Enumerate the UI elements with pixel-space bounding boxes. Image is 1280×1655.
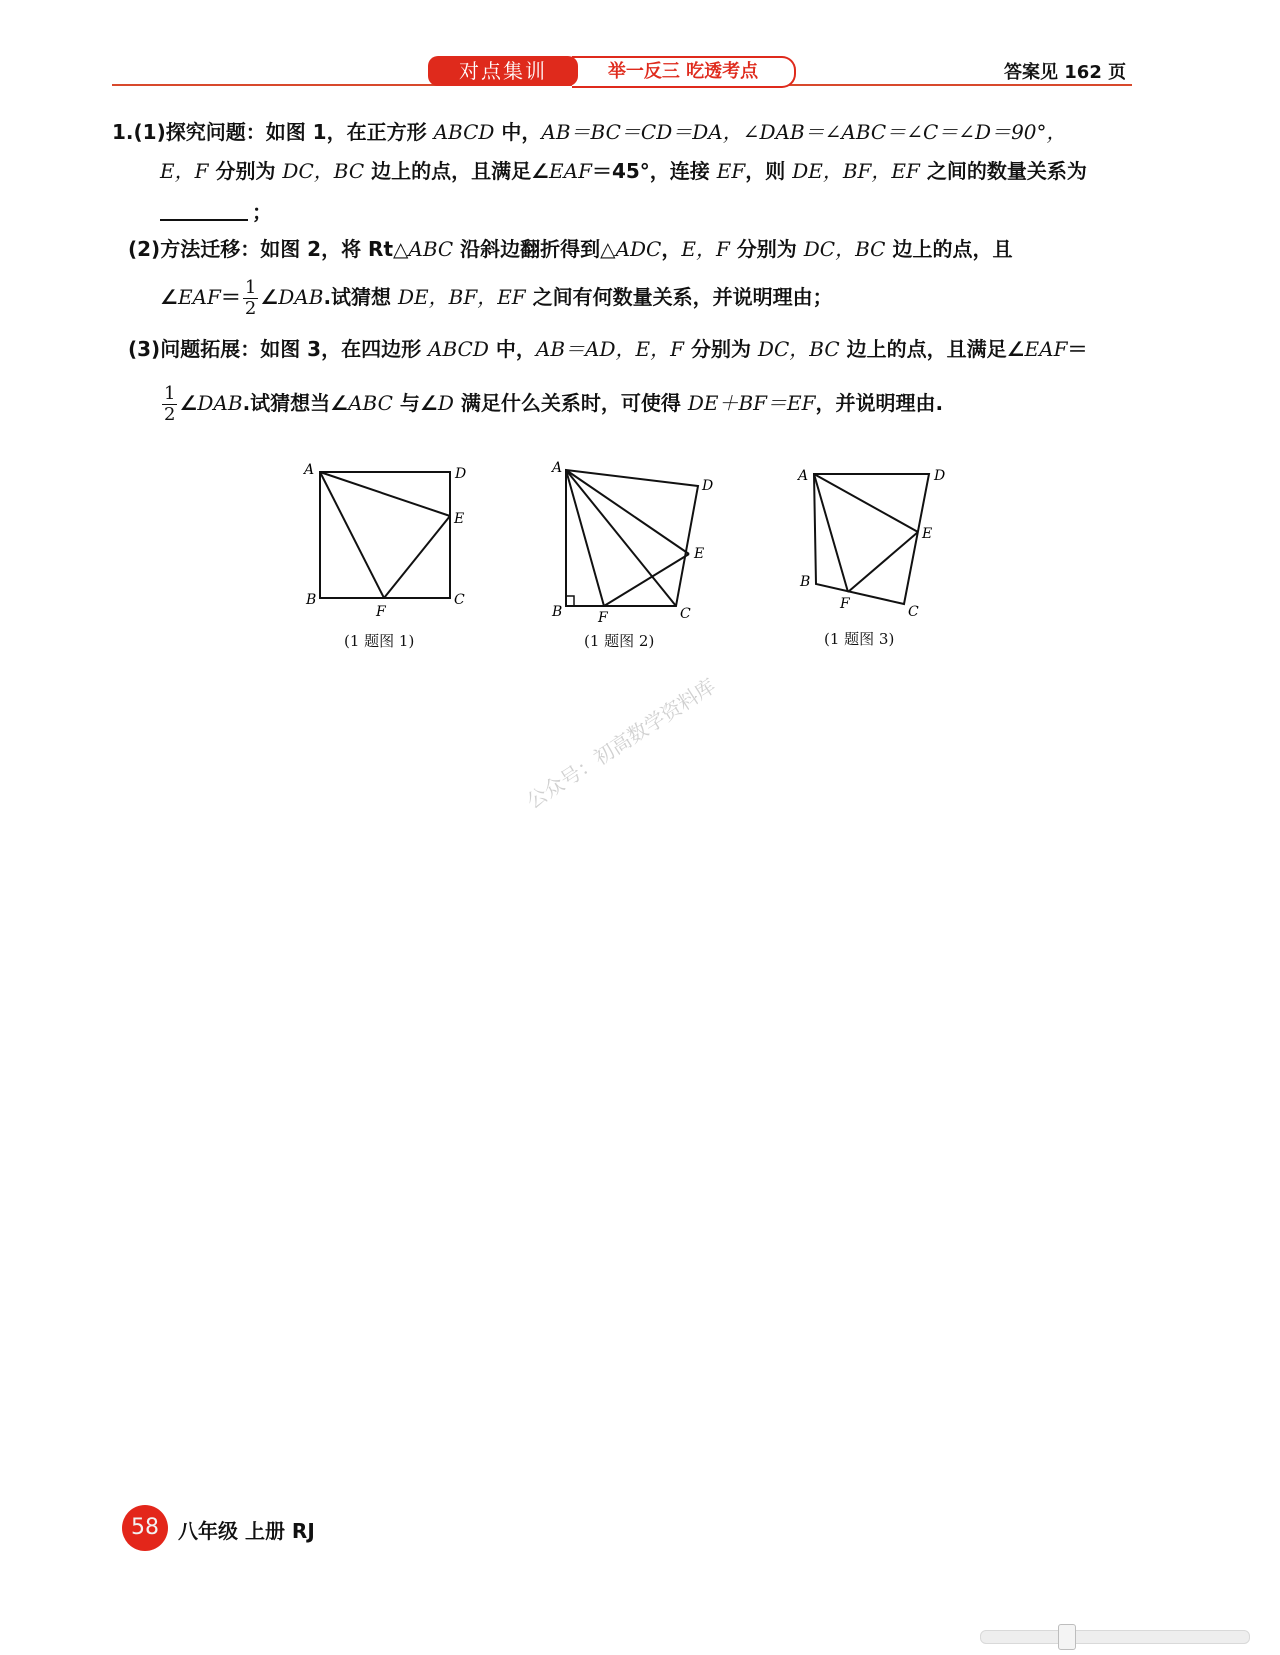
label-c: C [680,606,691,622]
math: AB＝AD，E，F [535,337,684,361]
label-d: D [934,468,946,484]
scrollbar-thumb[interactable] [1058,1624,1076,1650]
math: EAF [1024,337,1068,361]
text: 边上的点，且 [885,237,1013,261]
math: DAB [197,391,243,415]
answer-reference: 答案见 162 页 [1004,62,1127,83]
text: 分别为 [729,237,804,261]
fraction-half [243,278,258,319]
fraction-numerator: 1 [164,383,176,404]
segment-ae [814,474,918,532]
math: ADC [615,237,662,261]
segment-af [814,474,848,592]
label-a: A [798,468,809,484]
text: .试猜想当∠ [242,391,349,415]
segment-af [566,470,604,606]
label-b: B [552,604,563,620]
label-c: C [454,592,465,608]
text: ＝45°，连接 [591,159,717,183]
math: E，F [160,159,209,183]
fraction-denominator: 2 [244,298,257,319]
header-slogan-tab: 举一反三 吃透考点 [572,56,796,88]
label-d: D [455,466,467,482]
math: DC，BC [282,159,365,183]
square-abcd [320,472,450,598]
text: 中， [494,120,542,144]
math: DC，BC [757,337,840,361]
figure-1 [300,460,470,620]
segment-ac [566,470,676,606]
text: 边上的点，且满足∠ [839,337,1025,361]
page-number-badge: 58 [122,1505,168,1551]
text: ∠ [160,285,178,309]
segment-ef [604,554,689,606]
math: ABC [408,237,454,261]
label-f: F [376,604,386,620]
text: ， [661,237,682,261]
figure-2-caption: (1 题图 2) [584,632,655,650]
text: 分别为 [208,159,283,183]
label-e: E [922,526,933,542]
math: ABC [348,391,393,415]
fraction-denominator: 2 [164,404,176,425]
text: (2)方法迁移：如图 2，将 Rt△ [128,237,409,261]
horizontal-scrollbar[interactable] [980,1630,1250,1644]
text: (3)问题拓展：如图 3，在四边形 [128,337,429,361]
text: 中， [488,337,536,361]
problem-3-line-1 [128,333,1087,362]
math: DE，BF，EF [398,285,526,309]
figure-3-diagram [794,462,964,622]
figure-3 [794,462,964,622]
label-d: D [702,478,714,494]
quadrilateral-abcd [814,474,929,604]
figure-1-caption: (1 题图 1) [344,632,415,650]
text: ∠ [260,285,279,309]
label-a: A [304,462,315,478]
label-b: B [800,574,811,590]
text: ∠ [179,391,198,415]
answer-blank[interactable] [160,201,248,221]
text: 边上的点，且满足∠ [364,159,550,183]
text: .试猜想 [323,285,398,309]
figure-2 [546,458,716,628]
math: D [437,391,454,415]
label-e: E [454,511,465,527]
text: 之间有何数量关系，并说明理由； [525,285,833,309]
text: 之间的数量关系为 [919,159,1087,183]
grade-label: 八年级 上册 RJ [178,1519,315,1543]
problem-1-line-3 [160,196,272,225]
label-f: F [840,596,850,612]
math: DE＋BF＝EF [687,391,816,415]
label-c: C [908,604,919,620]
segment-ef [384,516,450,598]
figure-2-diagram [546,458,716,628]
text: 满足什么关系时，可使得 [453,391,688,415]
watermark: 公众号：初高数学资料库 [522,673,720,814]
math: ABCD [428,337,489,361]
problem-2-line-2 [160,278,833,319]
math: AB＝BC＝CD＝DA，∠DAB＝∠ABC＝∠C＝∠D＝90°， [541,120,1067,144]
math: DC，BC [803,237,886,261]
math: EAF [549,159,592,183]
problem-1-line-2 [160,155,1087,184]
text: ＝ [220,285,241,309]
text: 沿斜边翻折得到△ [453,237,616,261]
math: EF [716,159,746,183]
label-f: F [598,610,608,626]
figure-1-diagram [300,460,470,620]
label-b: B [306,592,317,608]
math: ABCD [433,120,495,144]
text: 1.(1)探究问题：如图 1，在正方形 [112,120,434,144]
fraction-numerator: 1 [244,277,257,298]
math: E，F [681,237,730,261]
problem-1-line-1 [112,116,1067,145]
text: ； [252,200,272,224]
text: ，并说明理由. [815,391,944,415]
problem-2-line-1 [128,233,1012,262]
text: ，则 [745,159,793,183]
math: DE，BF，EF [792,159,920,183]
problem-3-line-2 [160,384,943,425]
math: DAB [278,285,324,309]
text: 分别为 [683,337,758,361]
text: 与∠ [392,391,438,415]
label-e: E [694,546,705,562]
right-angle-mark [566,596,574,606]
figure-3-caption: (1 题图 3) [824,630,895,648]
math: EAF [177,285,221,309]
fraction-half [162,384,177,425]
header-section-tab: 对点集训 [428,56,578,86]
text: ＝ [1067,337,1088,361]
label-a: A [552,460,563,476]
